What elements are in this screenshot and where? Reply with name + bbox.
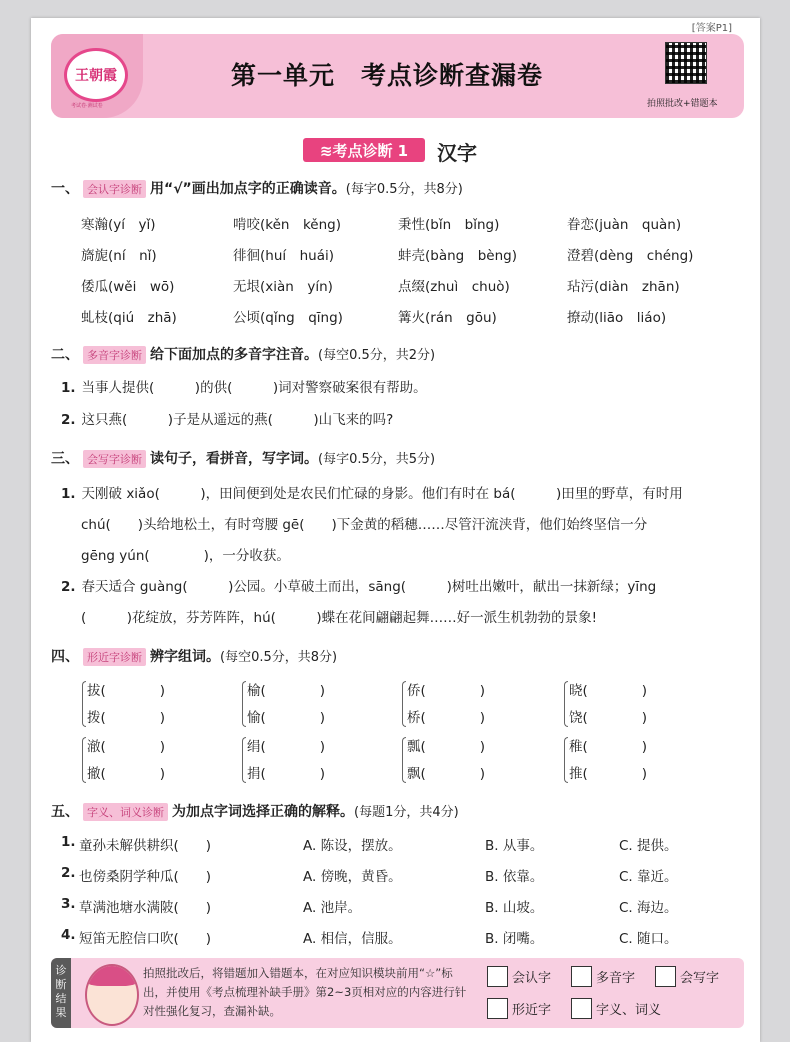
- reading-item[interactable]: 篝火(rán gōu): [398, 310, 497, 326]
- word-blank[interactable]: 绢( ): [247, 739, 326, 755]
- checkbox[interactable]: [487, 966, 508, 987]
- word-blank[interactable]: 推( ): [569, 766, 648, 782]
- word-pair[interactable]: [569, 734, 647, 788]
- q4-title: 辨字组词。: [150, 649, 220, 665]
- line-number: 1.: [61, 380, 76, 396]
- q3-line: [81, 513, 647, 533]
- check-write[interactable]: [655, 966, 719, 987]
- q1-title: 用“√”画出加点字的正确读音。: [150, 181, 346, 197]
- logo-text: 王朝霞: [64, 48, 128, 102]
- q3-line: [61, 482, 683, 502]
- q5-number: 五、: [51, 804, 79, 820]
- worksheet-page: [31, 18, 760, 1042]
- word-pair[interactable]: [569, 678, 647, 732]
- q2-line: [61, 408, 393, 428]
- check-label: 会认字: [512, 971, 552, 986]
- word-blank[interactable]: 拔( ): [87, 683, 166, 699]
- line-number: 2.: [61, 412, 76, 428]
- word-blank[interactable]: 晓( ): [569, 683, 648, 699]
- q1-number: 一、: [51, 181, 79, 197]
- q5-heading: [51, 801, 459, 821]
- reading-item[interactable]: 澄碧(dèng chéng): [567, 248, 694, 264]
- word-pair[interactable]: [247, 678, 325, 732]
- check-label: 字义、词义: [596, 1003, 662, 1018]
- line-text: 这只燕( )子是从遥远的燕( )山飞来的吗?: [81, 412, 394, 428]
- option-c[interactable]: C. 随口。: [619, 931, 678, 947]
- question-text: 短笛无腔信口吹( ): [79, 931, 212, 947]
- word-blank[interactable]: 拨( ): [87, 710, 166, 726]
- word-blank[interactable]: 瓢( ): [407, 739, 486, 755]
- footer-side-label: 诊断结果: [51, 958, 71, 1028]
- question-number: 3.: [61, 896, 76, 912]
- qr-code-icon[interactable]: [665, 42, 707, 84]
- line-text: gēng yún( )，一分收获。: [81, 548, 290, 564]
- reading-item[interactable]: 旖旎(ní nǐ): [81, 248, 157, 264]
- option-c[interactable]: C. 提供。: [619, 838, 678, 854]
- word-blank[interactable]: 稚( ): [569, 739, 648, 755]
- option-a[interactable]: A. 池岸。: [303, 900, 362, 916]
- q1-heading: [51, 178, 463, 198]
- reading-item[interactable]: 蚌壳(bàng bèng): [398, 248, 518, 264]
- line-text: chú( )头给地松土，有时弯腰 gē( )下金黄的稻穗……尽管汗流浃背，他们始终坚信一分: [81, 517, 648, 533]
- q2-tag: 多音字诊断: [83, 346, 146, 364]
- student-avatar: [85, 964, 139, 1026]
- checkbox[interactable]: [487, 998, 508, 1019]
- word-blank[interactable]: 撤( ): [87, 766, 166, 782]
- reading-item[interactable]: 徘徊(huí huái): [233, 248, 335, 264]
- checkbox[interactable]: [655, 966, 676, 987]
- q3-line: [61, 575, 656, 595]
- word-pair[interactable]: [87, 678, 165, 732]
- q3-heading: [51, 448, 435, 468]
- word-pair[interactable]: [407, 678, 485, 732]
- question-text: 也傍桑阴学种瓜( ): [79, 869, 212, 885]
- line-text: 当事人提供( )的供( )词对警察破案很有帮助。: [81, 380, 427, 396]
- footer-instructions: 拍照批改后，将错题加入错题本，在对应知识模块前用“☆”标出，并使用《考点梳理补缺手册》第2~3页相对应的内容进行针对性强化复习，查漏补缺。: [143, 966, 467, 1018]
- diagnosis-footer: [51, 958, 744, 1028]
- answer-page-note: [答案P1]: [691, 23, 732, 34]
- header-banner: [51, 34, 744, 118]
- option-b[interactable]: B. 闭嘴。: [485, 931, 544, 947]
- word-blank[interactable]: 饶( ): [569, 710, 648, 726]
- q1-note: (每字0.5分，共8分): [345, 182, 463, 197]
- reading-item[interactable]: 无垠(xiàn yín): [233, 279, 333, 295]
- option-b[interactable]: B. 依靠。: [485, 869, 544, 885]
- q2-title: 给下面加点的多音字注音。: [150, 347, 318, 363]
- question-text: 童孙未解供耕织( ): [79, 838, 212, 854]
- option-b[interactable]: B. 山坡。: [485, 900, 544, 916]
- word-blank[interactable]: 飘( ): [407, 766, 486, 782]
- line-text: 春天适合 guàng( )公园。小草破土而出，sāng( )树吐出嫩叶，献出一抹新绿；yīng: [81, 579, 657, 595]
- option-a[interactable]: A. 陈设，摆放。: [303, 838, 402, 854]
- check-label: 形近字: [512, 1003, 552, 1018]
- checkbox[interactable]: [571, 966, 592, 987]
- word-pair[interactable]: [407, 734, 485, 788]
- reading-item[interactable]: 眷恋(juàn quàn): [567, 217, 682, 233]
- check-label: 多音字: [596, 971, 636, 986]
- question-number: 2.: [61, 865, 76, 881]
- q1-tag: 会认字诊断: [83, 180, 146, 198]
- question-text: 草满池塘水满陂( ): [79, 900, 212, 916]
- q3-title: 读句子，看拼音，写字词。: [150, 451, 318, 467]
- reading-item[interactable]: 撩动(liāo liáo): [567, 310, 667, 326]
- option-a[interactable]: A. 傍晚，黄昏。: [303, 869, 402, 885]
- reading-item[interactable]: 倭瓜(wěi wō): [81, 279, 175, 295]
- brand-logo: [51, 34, 143, 118]
- question-number: 4.: [61, 927, 76, 943]
- reading-item[interactable]: 虬枝(qiú zhā): [81, 310, 177, 326]
- reading-item[interactable]: 寒瀚(yí yǐ): [81, 217, 156, 233]
- check-label: 会写字: [680, 971, 720, 986]
- word-blank[interactable]: 榆( ): [247, 683, 326, 699]
- word-blank[interactable]: 愉( ): [247, 710, 326, 726]
- word-blank[interactable]: 捐( ): [247, 766, 326, 782]
- check-similar[interactable]: [487, 998, 551, 1019]
- reading-item[interactable]: 秉性(bǐn bǐng): [398, 217, 500, 233]
- line-text: 天刚破 xiǎo( )，田间便到处是农民们忙碌的身影。他们有时在 bá( )田里的野草，有时用: [81, 486, 683, 502]
- q3-tag: 会写字诊断: [83, 450, 146, 468]
- q3-number: 三、: [51, 451, 79, 467]
- q4-heading: [51, 646, 337, 666]
- q5-note: (每题1分，共4分): [354, 805, 459, 820]
- line-number: 1.: [61, 486, 76, 502]
- word-blank[interactable]: 桥( ): [407, 710, 486, 726]
- section-badge: ≋考点诊断 1: [303, 138, 425, 162]
- q5-tag: 字义、词义诊断: [83, 803, 168, 821]
- reading-item[interactable]: 玷污(diàn zhān): [567, 279, 680, 295]
- reading-item[interactable]: 公顷(qǐng qīng): [233, 310, 343, 326]
- q2-number: 二、: [51, 347, 79, 363]
- logo-tagline: 考试卷·测试卷: [71, 103, 103, 109]
- q4-note: (每空0.5分，共8分): [220, 650, 338, 665]
- reading-item[interactable]: 啃咬(kěn kěng): [233, 217, 341, 233]
- word-blank[interactable]: 澈( ): [87, 739, 166, 755]
- page-title: 第一单元 考点诊断查漏卷: [231, 61, 544, 90]
- q2-line: [61, 376, 427, 396]
- q4-number: 四、: [51, 649, 79, 665]
- word-blank[interactable]: 侨( ): [407, 683, 486, 699]
- question-number: 1.: [61, 834, 76, 850]
- option-b[interactable]: B. 从事。: [485, 838, 544, 854]
- word-pair[interactable]: [247, 734, 325, 788]
- reading-item[interactable]: 点缀(zhuì chuò): [398, 279, 510, 295]
- q4-tag: 形近字诊断: [83, 648, 146, 666]
- q5-title: 为加点字词选择正确的解释。: [172, 804, 354, 820]
- line-text: ( )花绽放，芬芳阵阵，hú( )蝶在花间翩翩起舞……好一派生机勃勃的景象!: [81, 610, 598, 626]
- check-meaning[interactable]: [571, 998, 661, 1019]
- q2-heading: [51, 344, 435, 364]
- option-c[interactable]: C. 海边。: [619, 900, 678, 916]
- option-a[interactable]: A. 相信，信服。: [303, 931, 402, 947]
- checkbox[interactable]: [571, 998, 592, 1019]
- word-pair[interactable]: [87, 734, 165, 788]
- line-number: 2.: [61, 579, 76, 595]
- q2-note: (每空0.5分，共2分): [318, 348, 436, 363]
- check-recognize[interactable]: [487, 966, 551, 987]
- option-c[interactable]: C. 靠近。: [619, 869, 678, 885]
- q3-note: (每字0.5分，共5分): [318, 452, 436, 467]
- q3-line: [81, 544, 290, 564]
- section-title: 汉字: [437, 141, 477, 165]
- qr-caption: 拍照批改+错题本: [647, 99, 718, 109]
- q3-line: [81, 606, 597, 626]
- check-polyphone[interactable]: [571, 966, 635, 987]
